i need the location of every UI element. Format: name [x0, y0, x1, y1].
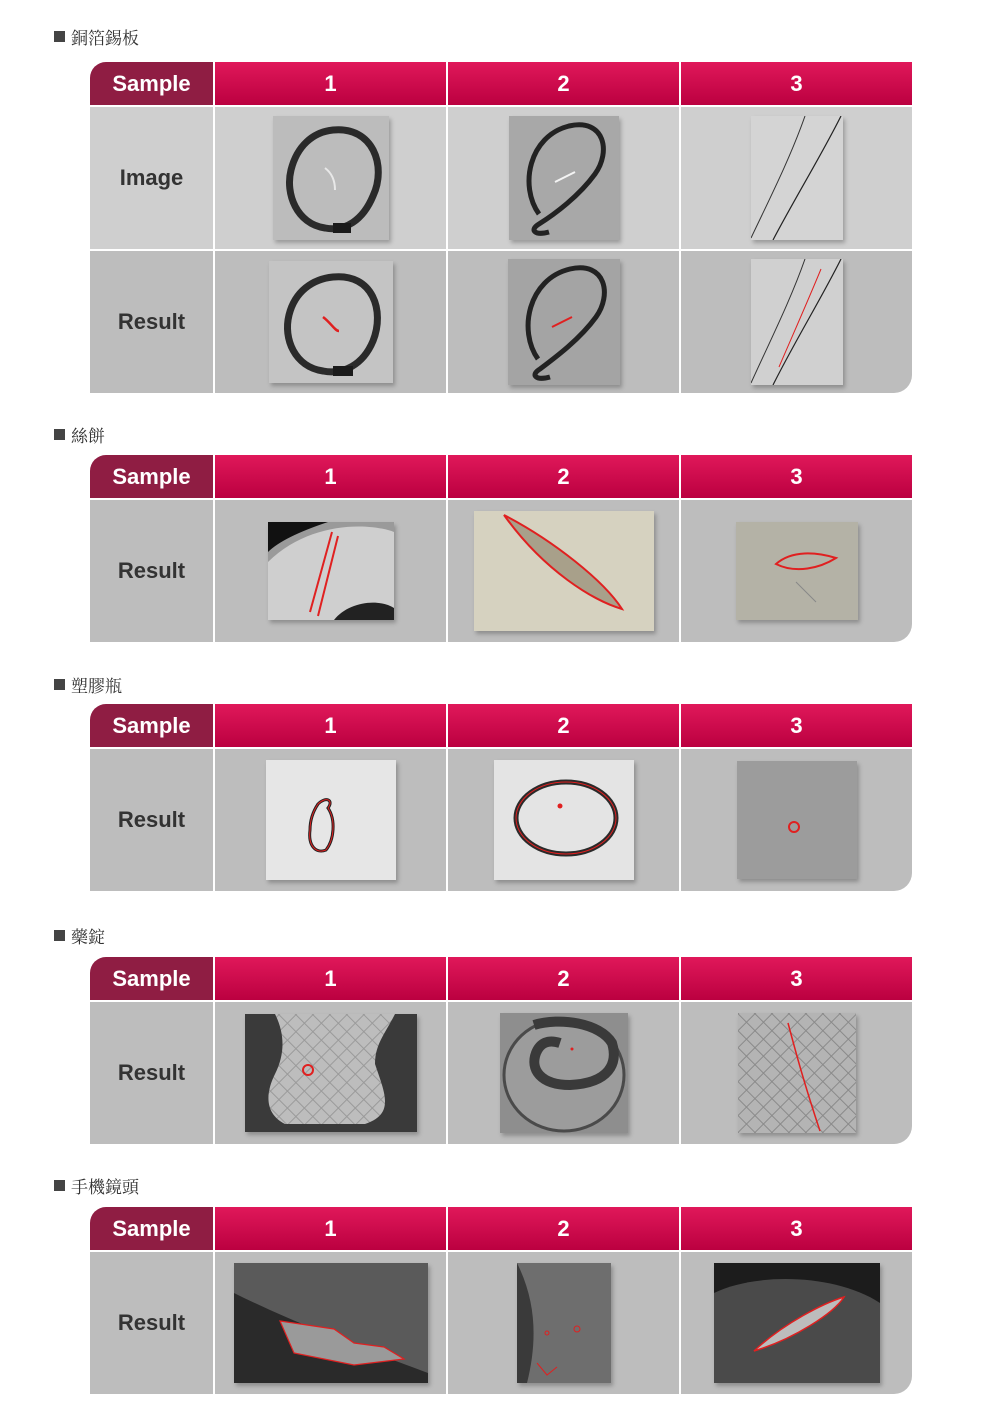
row-label-result: Result: [90, 749, 215, 891]
result-image-3: [738, 1013, 856, 1133]
result-cell-1: [215, 749, 448, 891]
header-col-2: 2: [448, 957, 681, 1000]
result-row: [90, 1000, 912, 1144]
result-cell-2: [448, 1002, 681, 1144]
result-image-2: [494, 760, 634, 880]
bullet-square-icon: [54, 930, 65, 941]
header-col-3: 3: [681, 704, 912, 747]
result-row: [90, 747, 912, 891]
result-image-3: [751, 259, 843, 385]
section-title-bottle: 塑膠瓶: [54, 672, 122, 697]
row-label-result: Result: [90, 251, 215, 393]
result-cell-1: [215, 500, 448, 642]
header-col-3: 3: [681, 957, 912, 1000]
image-cell-2: [448, 107, 681, 249]
sample-image-1: [273, 116, 389, 240]
image-cell-3: [681, 107, 912, 249]
results-table-lens: [90, 1207, 912, 1394]
results-table-bottle: [90, 704, 912, 891]
result-image-2: [474, 511, 654, 631]
header-col-3: 3: [681, 62, 912, 105]
header-col-1: 1: [215, 62, 448, 105]
result-row: [90, 498, 912, 642]
result-cell-2: [448, 500, 681, 642]
table-header: [90, 62, 912, 105]
result-image-1: [269, 261, 393, 383]
result-image-3: [736, 522, 858, 620]
header-sample: Sample: [90, 1207, 215, 1250]
result-cell-3: [681, 1252, 912, 1394]
row-label-result: Result: [90, 1002, 215, 1144]
header-sample: Sample: [90, 62, 215, 105]
image-row: [90, 105, 912, 249]
sample-image-3: [751, 116, 843, 240]
table-header: [90, 1207, 912, 1250]
image-cell-1: [215, 107, 448, 249]
result-cell-3: [681, 1002, 912, 1144]
header-col-2: 2: [448, 1207, 681, 1250]
bullet-square-icon: [54, 679, 65, 690]
header-col-1: 1: [215, 957, 448, 1000]
header-col-1: 1: [215, 455, 448, 498]
bullet-square-icon: [54, 429, 65, 440]
section-title-lens: 手機鏡頭: [54, 1173, 139, 1198]
results-table-copper: [90, 62, 912, 393]
result-image-2: [508, 259, 620, 385]
result-image-1: [266, 760, 396, 880]
row-label-result: Result: [90, 500, 215, 642]
header-col-3: 3: [681, 455, 912, 498]
section-title-silk: 絲餅: [54, 422, 105, 447]
section-title-copper: 銅箔錫板: [54, 24, 139, 49]
bullet-square-icon: [54, 1180, 65, 1191]
header-sample: Sample: [90, 957, 215, 1000]
section-title-tablet: 藥錠: [54, 923, 105, 948]
result-cell-2: [448, 1252, 681, 1394]
result-image-3: [714, 1263, 880, 1383]
result-image-1: [245, 1014, 417, 1132]
result-cell-3: [681, 251, 912, 393]
result-cell-2: [448, 251, 681, 393]
row-label-result: Result: [90, 1252, 215, 1394]
header-col-2: 2: [448, 62, 681, 105]
header-col-2: 2: [448, 455, 681, 498]
result-image-1: [268, 522, 394, 620]
header-sample: Sample: [90, 704, 215, 747]
result-cell-3: [681, 749, 912, 891]
result-cell-3: [681, 500, 912, 642]
result-cell-2: [448, 749, 681, 891]
result-cell-1: [215, 1002, 448, 1144]
result-row: [90, 249, 912, 393]
header-col-2: 2: [448, 704, 681, 747]
header-col-1: 1: [215, 704, 448, 747]
result-image-3: [737, 761, 857, 879]
table-header: [90, 455, 912, 498]
header-col-3: 3: [681, 1207, 912, 1250]
table-header: [90, 704, 912, 747]
table-header: [90, 957, 912, 1000]
sample-image-2: [509, 116, 619, 240]
result-image-2: [517, 1263, 611, 1383]
result-cell-1: [215, 1252, 448, 1394]
results-table-silk: [90, 455, 912, 642]
result-cell-1: [215, 251, 448, 393]
result-image-2: [500, 1013, 628, 1133]
header-sample: Sample: [90, 455, 215, 498]
header-col-1: 1: [215, 1207, 448, 1250]
result-image-1: [234, 1263, 428, 1383]
result-row: [90, 1250, 912, 1394]
bullet-square-icon: [54, 31, 65, 42]
row-label-image: Image: [90, 107, 215, 249]
results-table-tablet: [90, 957, 912, 1144]
